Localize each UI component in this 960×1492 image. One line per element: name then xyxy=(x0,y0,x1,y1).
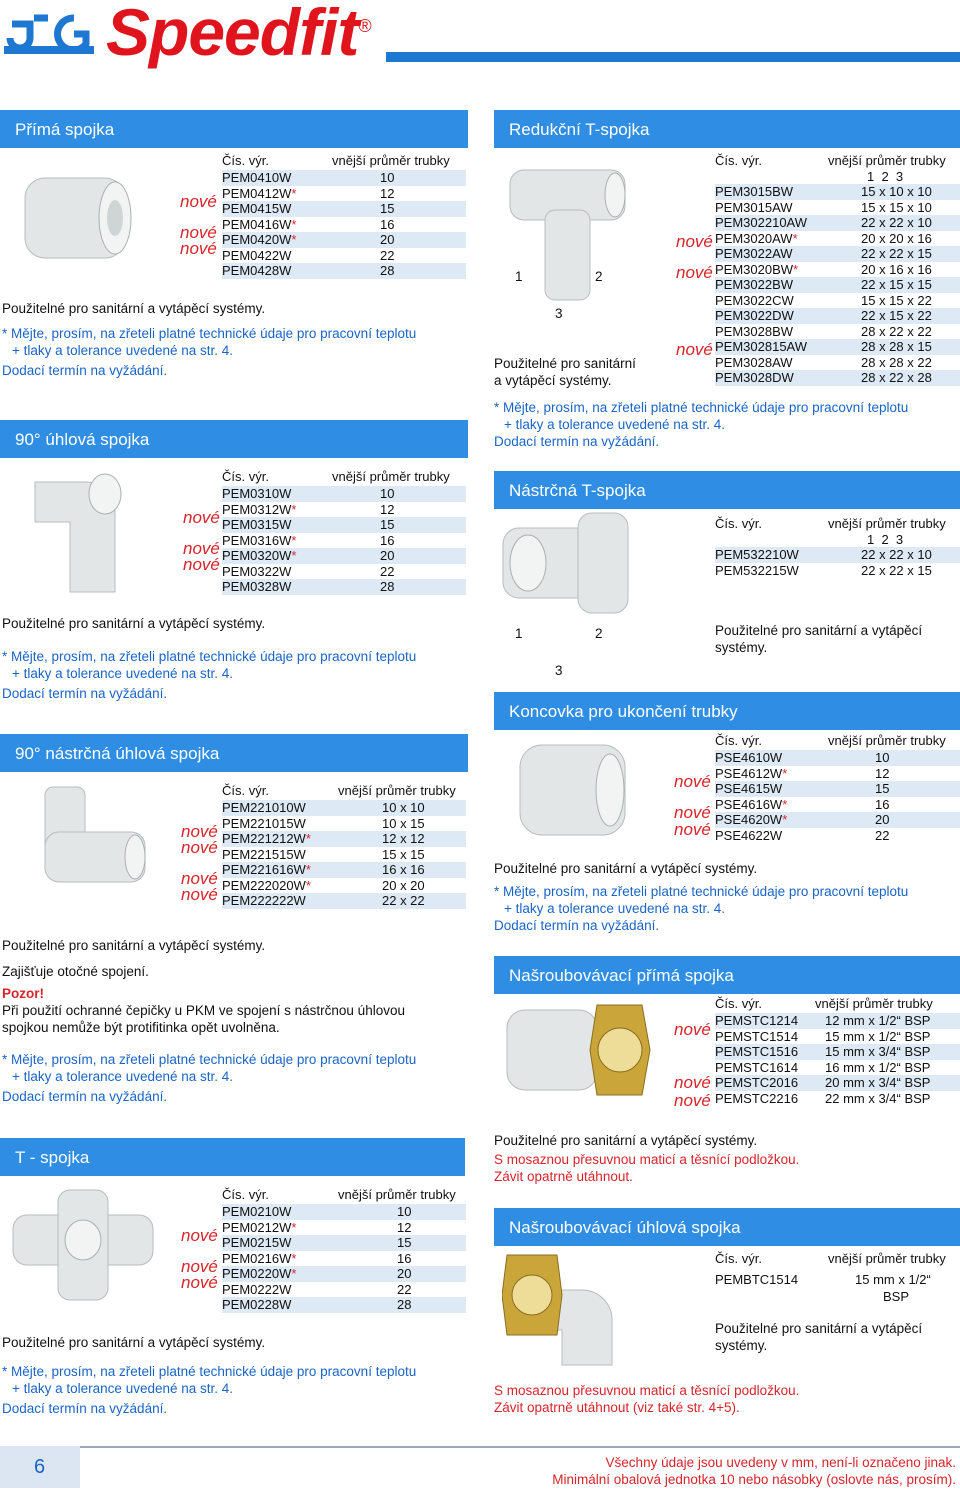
table-row xyxy=(222,217,466,233)
table-push-elbow xyxy=(222,782,466,909)
new-badge: nové xyxy=(676,340,713,359)
note-line-1: * Mějte, prosím, na zřeteli platné technické údaje pro pracovní teplotu xyxy=(2,1364,417,1379)
product-code: PEM3022AW xyxy=(715,246,793,261)
product-size: 22 xyxy=(397,1281,412,1297)
product-size: 28 x 28 x 22 xyxy=(861,354,932,370)
product-code: PEMSTC1514 xyxy=(715,1028,799,1044)
table-row xyxy=(222,1297,466,1313)
new-badge: nové xyxy=(183,539,220,558)
product-code: PSE4620W* xyxy=(715,812,788,827)
product-size: 22 x 22 x 15 xyxy=(861,246,932,261)
table-push-tee xyxy=(715,515,960,578)
warning-line-2: spojkou nemůže být protifitinka opět uvolněna. xyxy=(2,1020,280,1035)
product-size: 15 xyxy=(380,517,395,532)
new-badge: nové xyxy=(676,263,713,282)
table-row xyxy=(222,1266,466,1282)
section-title-tee: T - spojka xyxy=(0,1138,465,1176)
product-code: PEM221616W* xyxy=(222,862,311,877)
table-row xyxy=(222,816,466,832)
note-line-2: + tlaky a tolerance uvedené na str. 4. xyxy=(504,901,726,916)
product-size-unit: BSP xyxy=(883,1289,910,1304)
new-badge: nové xyxy=(181,885,218,904)
table-row xyxy=(715,828,960,844)
product-size: 15 xyxy=(380,201,395,216)
product-code: PEM0320W* xyxy=(222,548,297,563)
product-code: PSE4612W* xyxy=(715,765,788,781)
section-title-reducing-tee: Redukční T-spojka xyxy=(494,110,960,148)
product-size: 15 mm x 1/2“ BSP xyxy=(825,1028,931,1044)
col-code: Čís. výr. xyxy=(715,1251,762,1266)
section-title-end-cap: Koncovka pro ukončení trubky xyxy=(494,692,960,730)
section-title-straight: Přímá spojka xyxy=(0,110,468,148)
table-row xyxy=(222,1220,466,1236)
table-row xyxy=(715,355,960,371)
product-code: PEM3028AW xyxy=(715,354,793,370)
footer-divider xyxy=(0,1446,960,1448)
end-cap-icon xyxy=(510,730,640,850)
product-size: 20 x 20 xyxy=(382,877,425,893)
col-code: Čís. výr. xyxy=(715,996,762,1011)
product-size: 28 x 22 x 28 xyxy=(861,370,932,385)
product-code: PEM0322W xyxy=(222,563,292,579)
table-row xyxy=(715,246,960,262)
table-row xyxy=(715,184,960,200)
product-code: PEM0220W* xyxy=(222,1266,297,1281)
table-row xyxy=(715,547,960,563)
product-code: PEM0212W* xyxy=(222,1219,297,1235)
table-row xyxy=(715,231,960,247)
table-row xyxy=(222,248,466,264)
product-size: 16 xyxy=(380,532,395,548)
note-line-1: * Mějte, prosím, na zřeteli platné technické údaje pro pracovní teplotu xyxy=(2,1052,417,1067)
product-size: 22 xyxy=(875,827,890,843)
table-row xyxy=(222,564,466,580)
col-size: vnější průměr trubky xyxy=(828,153,946,168)
new-badge: nové xyxy=(181,869,218,888)
product-size: 28 xyxy=(380,579,395,594)
usage-text: Použitelné pro sanitární a vytápěcí systémy. xyxy=(2,301,266,316)
product-code: PSE4615W xyxy=(715,781,783,796)
product-code: PEM0222W xyxy=(222,1281,292,1297)
product-size: 20 x 20 x 16 xyxy=(861,230,932,246)
product-size: 16 xyxy=(875,796,890,812)
table-row xyxy=(715,293,960,309)
table-row xyxy=(715,563,960,579)
product-size: 28 x 28 x 15 xyxy=(861,339,932,354)
elbow-icon xyxy=(25,462,130,602)
product-code: PEM0412W* xyxy=(222,185,297,201)
col-code: Čís. výr. xyxy=(715,733,762,748)
usage-text-1: Použitelné pro sanitární a vytápěcí xyxy=(715,1321,923,1336)
new-badge: nové xyxy=(181,1257,218,1276)
table-row xyxy=(222,186,466,202)
table-row xyxy=(222,862,466,878)
table-row xyxy=(222,486,466,502)
product-size: 15 xyxy=(875,781,890,796)
jg-logo-icon xyxy=(4,6,94,58)
product-code: PEM0215W xyxy=(222,1235,292,1250)
product-code: PEM3015AW xyxy=(715,199,793,215)
table-row xyxy=(715,1013,960,1029)
product-size: 20 xyxy=(380,232,395,247)
note-line-1: * Mějte, prosím, na zřeteli platné technické údaje pro pracovní teplotu xyxy=(494,400,909,415)
table-row xyxy=(222,548,466,564)
col-size: vnější průměr trubky xyxy=(338,1187,456,1202)
table-row xyxy=(222,201,466,217)
usage-text-2: systémy. xyxy=(715,1338,768,1353)
product-code: PEM0210W xyxy=(222,1204,292,1219)
tee-icon xyxy=(8,1185,158,1305)
product-size: 16 xyxy=(380,216,395,232)
product-code: PEM0228W xyxy=(222,1297,292,1312)
table-threaded-straight xyxy=(715,995,960,1106)
note-line-1: * Mějte, prosím, na zřeteli platné technické údaje pro pracovní teplotu xyxy=(494,884,909,899)
new-badge: nové xyxy=(674,1020,711,1039)
product-code: PEMBTC1514 xyxy=(715,1272,799,1287)
note-delivery: Dodací termín na vyžádání. xyxy=(2,686,168,701)
product-code: PEMSTC1214 xyxy=(715,1013,799,1028)
table-row xyxy=(222,533,466,549)
nut-info: S mosaznou přesuvnou maticí a těsnící podložkou. xyxy=(494,1383,800,1398)
section-title-elbow: 90° úhlová spojka xyxy=(0,420,468,458)
table-row xyxy=(222,517,466,533)
product-size: 12 xyxy=(875,765,890,781)
new-badge: nové xyxy=(183,508,220,527)
product-code: PEM0316W* xyxy=(222,532,297,548)
table-row xyxy=(715,1091,960,1107)
product-code: PEM222020W* xyxy=(222,877,311,893)
table-row xyxy=(715,1060,960,1076)
product-code: PEM221015W xyxy=(222,815,306,831)
table-row xyxy=(715,1029,960,1045)
table-row xyxy=(222,502,466,518)
port-label-3: 3 xyxy=(555,306,563,321)
col-code: Čís. výr. xyxy=(715,153,762,168)
port-label-1: 1 xyxy=(515,626,523,641)
swivel-text: Zajišťuje otočné spojení. xyxy=(2,964,149,979)
product-size: 22 xyxy=(380,563,395,579)
col-code: Čís. výr. xyxy=(715,516,762,531)
table-row xyxy=(222,1235,466,1251)
note-line-2: + tlaky a tolerance uvedené na str. 4. xyxy=(504,417,726,432)
product-size: 15 x 10 x 10 xyxy=(861,184,932,199)
product-code: PEM302815AW xyxy=(715,339,808,354)
table-row xyxy=(715,277,960,293)
table-row xyxy=(715,1075,960,1091)
product-code: PEM3015BW xyxy=(715,184,794,199)
product-size: 22 x 22 x 10 xyxy=(861,547,932,562)
table-row xyxy=(715,812,960,828)
new-badge: nové xyxy=(181,1226,218,1245)
warning-line-1: Při použití ochranné čepičky u PKM ve spojení s nástrčnou úhlovou xyxy=(2,1003,405,1018)
col-size: vnější průměr trubky xyxy=(332,469,450,484)
product-code: PEM0328W xyxy=(222,579,292,594)
port-index: 1 2 3 xyxy=(867,532,904,547)
product-code: PEM532215W xyxy=(715,562,799,578)
threaded-straight-icon xyxy=(502,995,652,1105)
product-code: PEM3022CW xyxy=(715,292,794,308)
product-code: PEM3028DW xyxy=(715,370,794,385)
header-bar xyxy=(386,52,960,62)
col-code: Čís. výr. xyxy=(222,469,269,484)
product-code: PEM0310W xyxy=(222,486,292,501)
product-code: PSE4622W xyxy=(715,827,783,843)
note-line-2: + tlaky a tolerance uvedené na str. 4. xyxy=(12,1381,234,1396)
product-size: 15 mm x 1/2“ xyxy=(855,1272,931,1287)
product-size: 15 mm x 3/4“ BSP xyxy=(825,1044,931,1059)
new-badge: nové xyxy=(180,223,217,242)
product-size: 16 mm x 1/2“ BSP xyxy=(825,1059,931,1075)
product-size: 12 xyxy=(380,185,395,201)
new-badge: nové xyxy=(183,555,220,574)
product-size: 28 x 22 x 22 xyxy=(861,323,932,339)
product-size: 15 xyxy=(397,1235,412,1250)
product-size: 20 xyxy=(875,812,890,827)
table-row xyxy=(715,200,960,216)
product-code: PEM3022DW xyxy=(715,308,794,323)
product-size: 16 xyxy=(397,1250,412,1266)
product-size: 22 mm x 3/4“ BSP xyxy=(825,1090,931,1106)
new-badge: nové xyxy=(180,192,217,211)
table-row xyxy=(715,1044,960,1060)
section-title-push-tee: Nástrčná T-spojka xyxy=(494,471,960,509)
push-tee-icon xyxy=(498,508,638,628)
section-title-push-elbow: 90° nástrčná úhlová spojka xyxy=(0,734,468,772)
col-size: vnější průměr trubky xyxy=(828,733,946,748)
table-row xyxy=(222,878,466,894)
section-title-threaded-straight: Našroubovávací přímá spojka xyxy=(494,956,960,994)
new-badge: nové xyxy=(181,822,218,841)
table-reducing-tee xyxy=(715,152,960,386)
product-size: 22 x 15 x 15 xyxy=(861,277,932,292)
port-label-2: 2 xyxy=(595,269,603,284)
note-line-2: + tlaky a tolerance uvedené na str. 4. xyxy=(12,343,234,358)
col-size: vnější průměr trubky xyxy=(828,1251,946,1266)
product-size: 12 xyxy=(397,1219,412,1235)
product-code: PSE4610W xyxy=(715,750,783,765)
table-row xyxy=(715,324,960,340)
product-size: 20 x 16 x 16 xyxy=(861,261,932,277)
col-code: Čís. výr. xyxy=(222,153,269,168)
product-size: 12 x 12 xyxy=(382,831,425,846)
note-line-1: * Mějte, prosím, na zřeteli platné technické údaje pro pracovní teplotu xyxy=(2,326,417,341)
product-size: 22 x 22 x 15 xyxy=(861,562,932,578)
product-size: 22 x 22 x 10 xyxy=(861,215,932,230)
note-delivery: Dodací termín na vyžádání. xyxy=(494,918,660,933)
usage-text: Použitelné pro sanitární a vytápěcí systémy. xyxy=(2,616,266,631)
usage-text: Použitelné pro sanitární a vytápěcí systémy. xyxy=(2,1335,266,1350)
new-badge: nové xyxy=(674,1091,711,1110)
new-badge: nové xyxy=(674,820,711,839)
product-size: 10 xyxy=(380,486,395,501)
port-label-3: 3 xyxy=(555,663,563,678)
product-size: 10 xyxy=(875,750,890,765)
table-row xyxy=(222,847,466,863)
nut-info: S mosaznou přesuvnou maticí a těsnící podložkou. xyxy=(494,1152,800,1167)
product-size: 22 x 15 x 22 xyxy=(861,308,932,323)
product-size: 10 x 10 xyxy=(382,800,425,815)
product-size: 15 x 15 xyxy=(382,846,425,862)
footer-notes xyxy=(552,1454,956,1488)
table-row xyxy=(715,766,960,782)
product-size: 12 mm x 1/2“ BSP xyxy=(825,1013,931,1028)
product-code: PEMSTC1516 xyxy=(715,1044,799,1059)
table-row xyxy=(222,831,466,847)
usage-text-2: a vytápěcí systémy. xyxy=(494,373,612,388)
product-size: 10 xyxy=(380,170,395,185)
straight-coupler-icon xyxy=(15,158,140,286)
product-code: PEMSTC1614 xyxy=(715,1059,799,1075)
product-size: 12 xyxy=(380,501,395,517)
table-row xyxy=(222,1251,466,1267)
new-badge: nové xyxy=(674,772,711,791)
usage-text-1: Použitelné pro sanitární xyxy=(494,356,636,371)
usage-text-1: Použitelné pro sanitární a vytápěcí xyxy=(715,623,923,638)
note-delivery: Dodací termín na vyžádání. xyxy=(2,1401,168,1416)
table-row xyxy=(222,579,466,595)
product-code: PSE4616W* xyxy=(715,796,788,812)
table-row xyxy=(715,339,960,355)
table-row xyxy=(715,262,960,278)
new-badge: nové xyxy=(676,232,713,251)
product-size: 22 x 22 xyxy=(382,893,425,908)
table-row xyxy=(715,215,960,231)
note-line-1: * Mějte, prosím, na zřeteli platné technické údaje pro pracovní teplotu xyxy=(2,649,417,664)
threaded-elbow-icon xyxy=(502,1250,642,1370)
product-code: PEM532210W xyxy=(715,547,799,562)
table-row xyxy=(222,232,466,248)
push-elbow-icon xyxy=(25,782,155,892)
page-number: 6 xyxy=(0,1446,80,1488)
table-tee xyxy=(222,1186,466,1313)
product-size: 20 xyxy=(380,548,395,563)
new-badge: nové xyxy=(181,1273,218,1292)
product-code: PEM221515W xyxy=(222,846,306,862)
product-code: PEM222222W xyxy=(222,893,306,908)
warning-title: Pozor! xyxy=(2,986,44,1001)
product-code: PEM3028BW xyxy=(715,323,794,339)
product-code: PEM302210AW xyxy=(715,215,808,230)
note-delivery: Dodací termín na vyžádání. xyxy=(2,363,168,378)
table-straight xyxy=(222,152,466,279)
new-badge: nové xyxy=(180,239,217,258)
product-code: PEM0315W xyxy=(222,517,292,532)
footer-line-1: Všechny údaje jsou uvedeny v mm, není-li označeno jinak. xyxy=(605,1455,956,1470)
table-end-cap xyxy=(715,732,960,843)
usage-text: Použitelné pro sanitární a vytápěcí systémy. xyxy=(2,938,266,953)
usage-text-2: systémy. xyxy=(715,640,768,655)
table-elbow xyxy=(222,468,466,595)
product-code: PEM3022BW xyxy=(715,277,794,292)
product-size: 22 xyxy=(380,247,395,263)
table-threaded-elbow xyxy=(715,1250,960,1305)
port-label-1: 1 xyxy=(515,269,523,284)
product-code: PEM0428W xyxy=(222,263,292,278)
tighten-info: Závit opatrně utáhnout (viz také str. 4+5). xyxy=(494,1400,740,1415)
table-row xyxy=(222,170,466,186)
brand-title: Speedfit® xyxy=(106,0,371,69)
table-row xyxy=(222,800,466,816)
product-code: PEM221212W* xyxy=(222,831,311,846)
product-size: 10 xyxy=(397,1204,412,1219)
footer-line-2: Minimální obalová jednotka 10 nebo násobky (oslovte nás, prosím). xyxy=(552,1472,956,1487)
table-row xyxy=(715,797,960,813)
tighten-info: Závit opatrně utáhnout. xyxy=(494,1169,633,1184)
product-size: 15 x 15 x 10 xyxy=(861,199,932,215)
product-code: PEMSTC2216 xyxy=(715,1090,799,1106)
product-code: PEM3020AW* xyxy=(715,230,798,246)
new-badge: nové xyxy=(181,838,218,857)
product-size: 10 x 15 xyxy=(382,815,425,831)
col-size: vnější průměr trubky xyxy=(332,153,450,168)
col-size: vnější průměr trubky xyxy=(828,516,946,531)
reducing-tee-icon xyxy=(505,160,630,310)
product-code: PEM3020BW* xyxy=(715,261,799,277)
note-line-2: + tlaky a tolerance uvedené na str. 4. xyxy=(12,666,234,681)
col-size: vnější průměr trubky xyxy=(815,996,933,1011)
product-code: PEMSTC2016 xyxy=(715,1075,799,1090)
product-code: PEM0416W* xyxy=(222,216,297,232)
product-code: PEM0410W xyxy=(222,170,292,185)
note-delivery: Dodací termín na vyžádání. xyxy=(2,1089,168,1104)
product-size: 16 x 16 xyxy=(382,862,425,877)
product-code: PEM221010W xyxy=(222,800,306,815)
product-size: 15 x 15 x 22 xyxy=(861,292,932,308)
col-code: Čís. výr. xyxy=(222,1187,269,1202)
table-row xyxy=(222,263,466,279)
port-label-2: 2 xyxy=(595,626,603,641)
table-row xyxy=(715,308,960,324)
table-row xyxy=(715,370,960,386)
table-row xyxy=(222,893,466,909)
table-row xyxy=(715,781,960,797)
product-size: 28 xyxy=(397,1297,412,1312)
col-code: Čís. výr. xyxy=(222,783,269,798)
note-delivery: Dodací termín na vyžádání. xyxy=(494,434,660,449)
usage-text: Použitelné pro sanitární a vytápěcí systémy. xyxy=(494,1133,758,1148)
col-size: vnější průměr trubky xyxy=(338,783,456,798)
product-code: PEM0420W* xyxy=(222,232,297,247)
section-title-threaded-elbow: Našroubovávací úhlová spojka xyxy=(494,1208,960,1246)
port-index: 1 2 3 xyxy=(867,169,904,184)
table-row xyxy=(222,1204,466,1220)
table-row xyxy=(715,750,960,766)
new-badge: nové xyxy=(674,803,711,822)
product-code: PEM0422W xyxy=(222,247,292,263)
table-row xyxy=(222,1282,466,1298)
usage-text: Použitelné pro sanitární a vytápěcí systémy. xyxy=(494,861,758,876)
product-code: PEM0312W* xyxy=(222,501,297,517)
product-size: 28 xyxy=(380,263,395,278)
product-code: PEM0415W xyxy=(222,201,292,216)
new-badge: nové xyxy=(674,1073,711,1092)
product-size: 20 xyxy=(397,1266,412,1281)
note-line-2: + tlaky a tolerance uvedené na str. 4. xyxy=(12,1069,234,1084)
product-size: 20 mm x 3/4“ BSP xyxy=(825,1075,931,1090)
product-code: PEM0216W* xyxy=(222,1250,297,1266)
